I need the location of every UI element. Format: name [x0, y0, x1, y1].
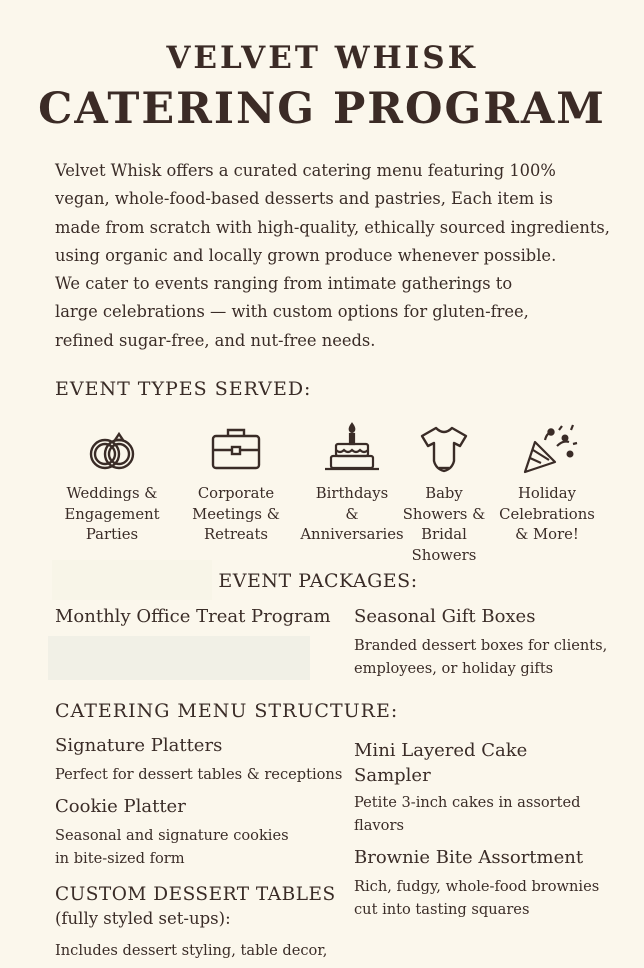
event-label-line: Retreats	[203, 526, 269, 543]
birthday-cake-icon	[320, 422, 384, 478]
menu-brownie-desc-line: cut into tasting squares	[354, 900, 530, 918]
event-label-line: Showers	[411, 546, 477, 564]
event-label-line: Baby	[425, 485, 463, 502]
event-label-line: Parties	[85, 526, 139, 543]
brand-name: VELVET WHISK	[166, 40, 478, 76]
menu-cookie-title: Cookie Platter	[55, 796, 186, 817]
event-label-line: Meetings &	[192, 505, 280, 523]
event-label-line: Corporate	[197, 485, 275, 502]
event-type-birthdays	[296, 422, 408, 546]
event-label-line: Bridal	[421, 526, 467, 543]
event-label-line: Birthdays	[315, 485, 389, 502]
menu-cookie-desc-line: Seasonal and signature cookies	[55, 827, 289, 844]
intro-line: refined sugar-free, and nut-free needs.	[55, 330, 376, 350]
event-label-line: Anniversaries	[300, 526, 404, 543]
intro-line: using organic and locally grown produce whenever possible.	[55, 245, 557, 265]
intro-paragraph	[55, 157, 644, 355]
event-label-line: Holiday	[518, 485, 576, 502]
menu-signature-title: Signature Platters	[55, 735, 223, 756]
package-gift-title: Seasonal Gift Boxes	[354, 606, 536, 627]
image-placeholder	[48, 636, 310, 680]
package-gift-desc-line: employees, or holiday gifts	[354, 659, 554, 677]
intro-line: vegan, whole-food-based desserts and pastries, Each item is	[55, 189, 553, 209]
event-label-line: Engagement	[64, 505, 160, 523]
event-label-line: &	[345, 505, 359, 523]
party-popper-icon	[515, 422, 579, 478]
menu-mini-title	[354, 738, 527, 788]
event-types-heading: EVENT TYPES SERVED:	[55, 378, 312, 400]
intro-line: We cater to events ranging from intimate gatherings to	[55, 274, 513, 294]
event-type-weddings	[56, 422, 168, 546]
menu-mini-title-line: Sampler	[354, 765, 431, 786]
event-packages-heading-text: EVENT PACKAGES:	[218, 570, 418, 592]
event-label-line: & More!	[515, 526, 579, 543]
baby-onesie-icon	[412, 422, 476, 478]
menu-custom-subtitle: (fully styled set-ups):	[55, 909, 231, 928]
menu-custom-title: CUSTOM DESSERT TABLES	[55, 884, 336, 905]
intro-line: large celebrations — with custom options for gluten-free,	[55, 302, 529, 322]
event-label-line: Celebrations	[499, 505, 595, 523]
briefcase-icon	[204, 422, 268, 478]
event-label-line: Showers &	[402, 505, 486, 523]
event-packages-heading	[0, 570, 644, 592]
event-type-corporate	[180, 422, 292, 546]
menu-custom-desc: Includes dessert styling, table decor,	[55, 942, 328, 959]
menu-cookie-desc-line: in bite-sized form	[55, 849, 185, 867]
menu-signature-desc: Perfect for dessert tables & receptions	[55, 766, 343, 783]
menu-structure-heading: CATERING MENU STRUCTURE:	[55, 700, 399, 722]
page-title: CATERING PROGRAM	[38, 84, 606, 134]
intro-line: Velvet Whisk offers a curated catering menu featuring 100%	[55, 161, 556, 180]
event-label-line: Weddings &	[66, 485, 158, 502]
menu-mini-desc-line: flavors	[354, 816, 404, 834]
event-type-holiday	[496, 422, 598, 546]
menu-brownie-title: Brownie Bite Assortment	[354, 847, 584, 868]
menu-brownie-desc-line: Rich, fudgy, whole-food brownies	[354, 878, 600, 895]
package-gift-desc-line: Branded dessert boxes for clients,	[354, 637, 608, 654]
event-type-showers	[400, 422, 488, 566]
menu-mini-desc-line: Petite 3-inch cakes in assorted	[354, 794, 581, 811]
wedding-rings-icon	[80, 422, 144, 478]
package-office-title: Monthly Office Treat Program	[55, 606, 331, 627]
menu-mini-title-line: Mini Layered Cake	[354, 740, 528, 761]
intro-line: made from scratch with high-quality, ethically sourced ingredients,	[55, 217, 610, 237]
